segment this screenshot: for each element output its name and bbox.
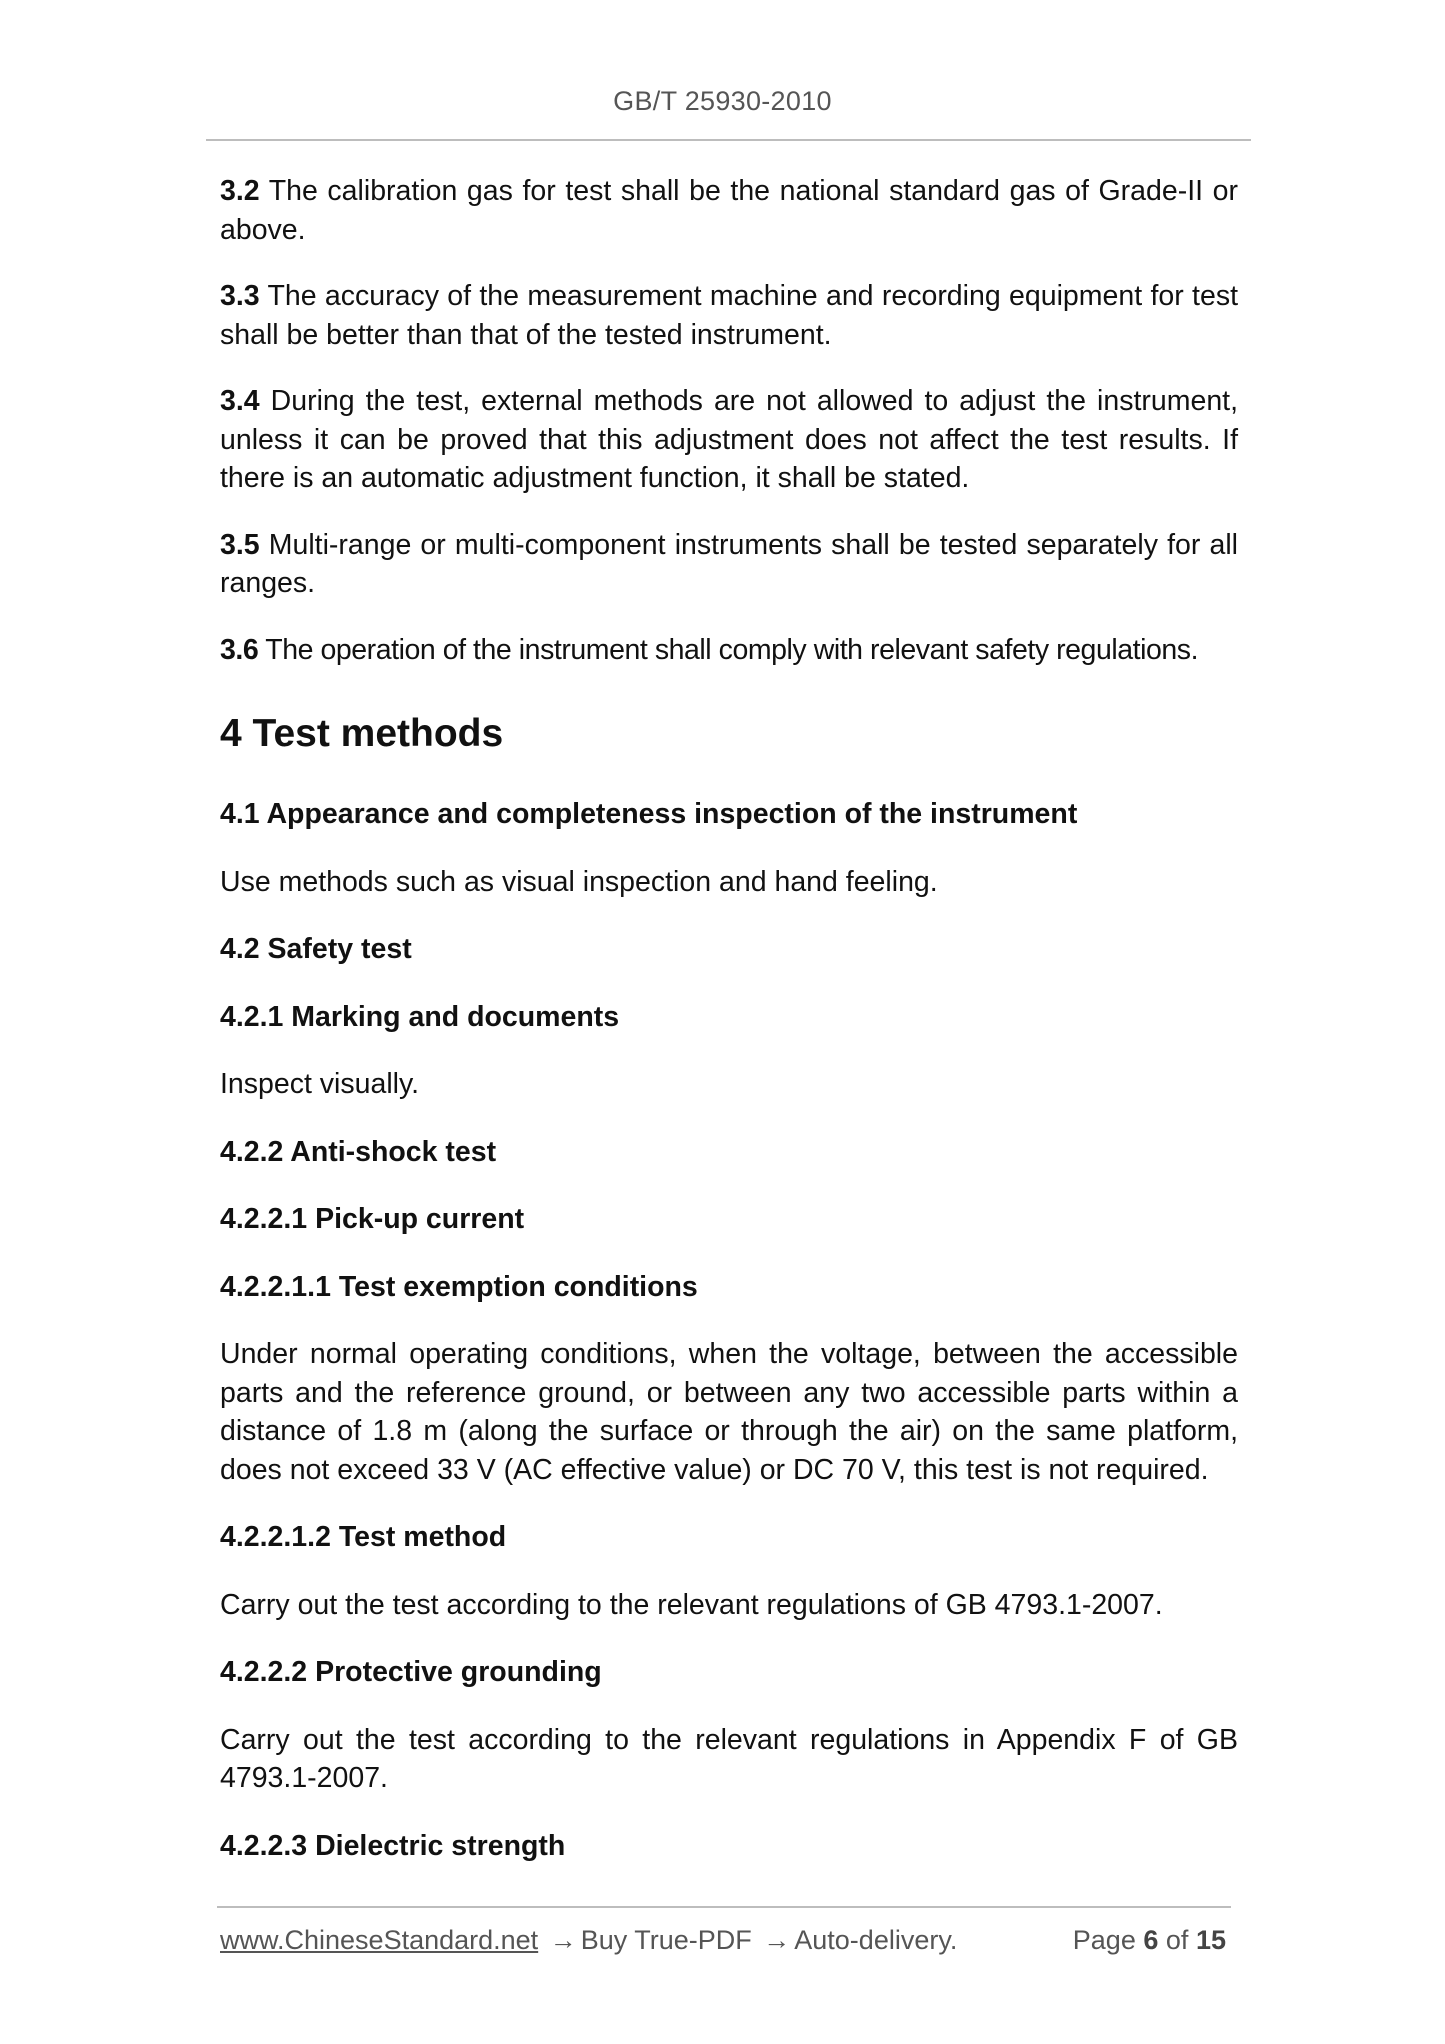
heading-4-2-2-2: 4.2.2.2 Protective grounding	[220, 1656, 602, 1688]
paragraph-4-2-2-2: Carry out the test according to the relevant regulations in Appendix F of GB 4793.1-2007.	[220, 1723, 1238, 1794]
page-current: 6	[1143, 1925, 1159, 1955]
clause-3-3	[220, 277, 1238, 354]
page-label: Page	[1072, 1925, 1136, 1955]
clause-number: 3.6	[220, 633, 259, 666]
heading-4-2-2-3: 4.2.2.3 Dielectric strength	[220, 1829, 566, 1862]
heading-4-2-2-1-2: 4.2.2.1.2 Test method	[220, 1521, 507, 1553]
paragraph-4-2-2-1-1: Under normal operating conditions, when the voltage, between the accessible parts and the reference ground, or between any two accessible parts within a distance of 1.8 m (along the surface or through the air) on the same platform, does not exceed 33 V (AC effective value) or DC 70 V, this test is not required.	[220, 1338, 1238, 1486]
clause-number: 3.5	[220, 528, 260, 561]
page-footer	[220, 1925, 1232, 1961]
clause-number: 3.2	[220, 175, 260, 207]
paragraph-4-2-2-1-2: Carry out the test according to the relevant regulations of GB 4793.1-2007.	[220, 1588, 1163, 1621]
website-link[interactable]: www.ChineseStandard.net	[220, 1925, 539, 1955]
page-content	[220, 168, 1238, 1865]
footer-promo	[220, 1925, 957, 1956]
page-total: 15	[1195, 1925, 1226, 1955]
heading-4-2-2-1: 4.2.2.1 Pick-up current	[220, 1203, 525, 1235]
arrow-right-icon: →	[763, 1925, 791, 1955]
heading-4-2-2: 4.2.2 Anti-shock test	[220, 1135, 497, 1168]
delivery-text: Auto-delivery.	[794, 1925, 958, 1955]
buy-text: Buy True-PDF	[580, 1925, 752, 1955]
arrow-right-icon: →	[549, 1925, 577, 1955]
clause-3-6	[220, 631, 1238, 670]
page-number	[1073, 1925, 1226, 1956]
footer-divider	[217, 1906, 1231, 1908]
clause-text: During the test, external methods are not allowed to adjust the instrument, unless it can be proved that this adjustment does not affect the test results. If there is an automatic adjustment function, it shall be stated.	[220, 385, 1238, 494]
clause-text: The operation of the instrument shall comply with relevant safety regulations.	[258, 633, 1199, 666]
clause-3-2	[220, 172, 1238, 249]
running-header: GB/T 25930-2010	[613, 86, 832, 116]
header-divider	[206, 139, 1251, 141]
paragraph-4-2-1: Inspect visually.	[220, 1068, 420, 1100]
clause-text: Multi-range or multi-component instruments shall be tested separately for all ranges.	[220, 528, 1238, 599]
clause-text: The calibration gas for test shall be the national standard gas of Grade-II or above.	[220, 175, 1238, 246]
clause-3-4	[220, 382, 1238, 498]
clause-number: 3.4	[220, 385, 260, 417]
clause-3-5	[220, 526, 1238, 603]
clause-number: 3.3	[220, 280, 260, 312]
heading-4-2-1: 4.2.1 Marking and documents	[220, 1000, 620, 1033]
clause-text: The accuracy of the measurement machine and recording equipment for test shall be better than that of the tested instrument.	[220, 280, 1238, 351]
heading-4-1: 4.1 Appearance and completeness inspection of the instrument	[220, 798, 1078, 830]
heading-4-2: 4.2 Safety test	[220, 933, 412, 965]
section-heading-4: 4 Test methods	[220, 712, 504, 755]
heading-4-2-2-1-1: 4.2.2.1.1 Test exemption conditions	[220, 1270, 698, 1303]
of-label: of	[1165, 1925, 1189, 1955]
paragraph-4-1: Use methods such as visual inspection and hand feeling.	[220, 865, 938, 898]
